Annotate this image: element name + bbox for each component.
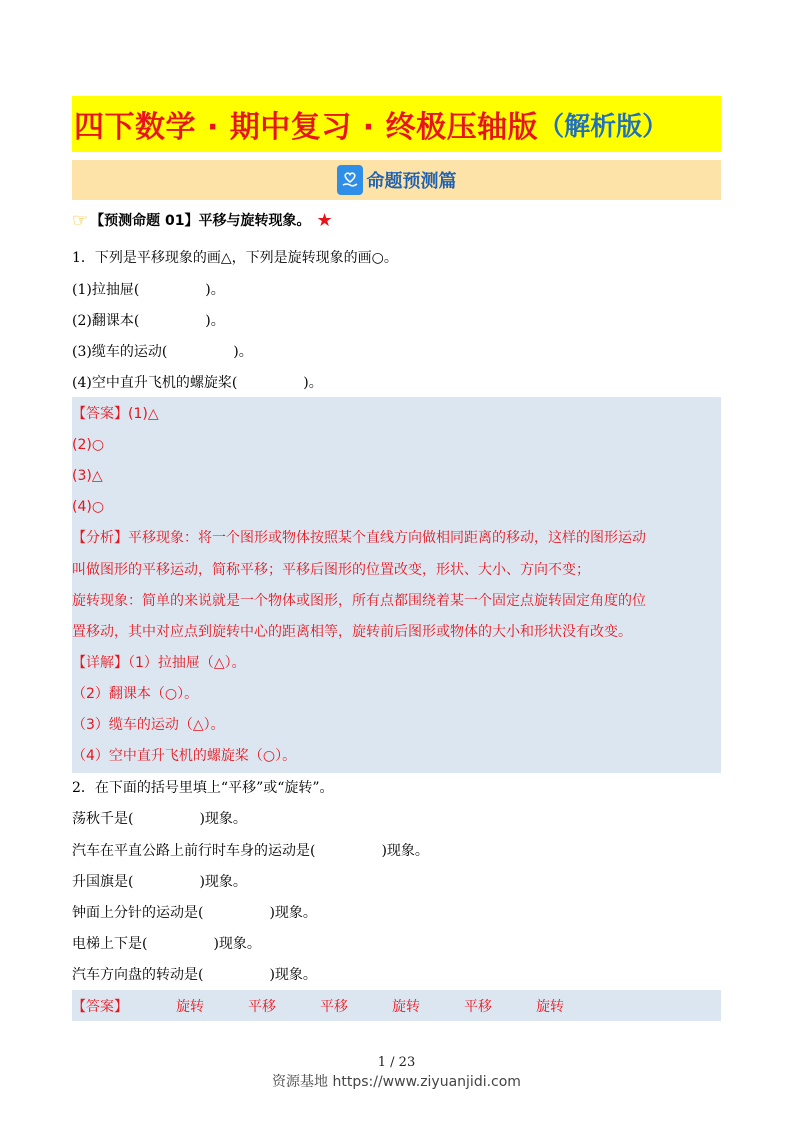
page-number: 1 / 23: [377, 1055, 416, 1070]
q2-item-text: )现象。: [213, 936, 261, 952]
q1-item-text: (2)翻课本(: [72, 313, 140, 329]
q1-analysis-line: 【分析】平移现象：将一个图形或物体按照某个直线方向做相同距离的移动，这样的图形运动: [72, 530, 646, 546]
q1-detail-line: （2）翻课本（○）。: [72, 686, 199, 702]
q1-item-text: )。: [233, 344, 253, 360]
q2-answer: 旋转: [176, 999, 204, 1015]
q1-item-1: [72, 280, 225, 300]
q2-answer: 旋转: [536, 999, 564, 1015]
q2-item-text: 荡秋千是(: [72, 811, 134, 827]
q2-item-text: 汽车在平直公路上前行时车身的运动是(: [72, 843, 316, 859]
q1-detail-line: （4）空中直升飞机的螺旋桨（○）。: [72, 748, 297, 764]
q2-answer-row: [72, 996, 608, 1016]
section-label: 命题预测篇: [366, 171, 457, 192]
q2-answer: 平移: [464, 999, 492, 1015]
q1-item-4: [72, 373, 323, 393]
page-subtitle: （解析版）: [538, 111, 669, 142]
pointing-hand-icon: ☞: [72, 209, 89, 231]
q2-item-5: [72, 934, 261, 954]
q2-item-6: [72, 965, 317, 985]
q2-item-text: 汽车方向盘的转动是(: [72, 967, 204, 983]
q2-item-text: 升国旗是(: [72, 874, 134, 890]
q2-item-4: [72, 903, 317, 923]
heart-hand-icon: [337, 165, 363, 195]
q1-item-text: (3)缆车的运动(: [72, 344, 168, 360]
q1-item-text: (4)空中直升飞机的螺旋桨(: [72, 375, 238, 391]
q1-answer-line: (2)○: [72, 437, 105, 453]
q2-item-text: 电梯上下是(: [72, 936, 148, 952]
topic-text: 【预测命题 01】平移与旋转现象。: [90, 213, 311, 229]
q1-analysis-line: 叫做图形的平移运动，简称平移；平移后图形的位置改变，形状、大小、方向不变；: [72, 562, 590, 578]
q2-answer: 平移: [320, 999, 348, 1015]
q1-item-text: (1)拉抽屉(: [72, 282, 140, 298]
q1-stem: 1．下列是平移现象的画△，下列是旋转现象的画○。: [72, 250, 398, 266]
q1-detail-line: （3）缆车的运动（△）。: [72, 717, 225, 733]
title-banner: [72, 96, 721, 152]
q2-item-text: )现象。: [199, 811, 247, 827]
page-title: 四下数学 · 期中复习 · 终极压轴版: [74, 110, 539, 145]
q2-item-text: )现象。: [269, 967, 317, 983]
q2-answer: 平移: [248, 999, 276, 1015]
q1-analysis-line: 置移动，其中对应点到旋转中心的距离相等，旋转前后图形或物体的大小和形状没有改变。: [72, 624, 632, 640]
q1-answer-line: 【答案】(1)△: [72, 406, 159, 422]
q1-answer-line: (3)△: [72, 468, 103, 484]
star-icon: ★: [316, 209, 333, 231]
q2-item-2: [72, 841, 429, 861]
q2-item-3: [72, 872, 247, 892]
q1-detail-line: 【详解】（1）拉抽屉（△）。: [72, 655, 246, 671]
section-banner: [72, 160, 721, 200]
q1-item-text: )。: [205, 282, 225, 298]
q1-analysis-line: 旋转现象：简单的来说就是一个物体或图形，所有点都围绕着某一个固定点旋转固定角度的位: [72, 593, 646, 609]
q2-answer: 旋转: [392, 999, 420, 1015]
q2-stem: 2．在下面的括号里填上“平移”或“旋转”。: [72, 780, 334, 796]
q2-item-text: )现象。: [381, 843, 429, 859]
q1-answer-line: (4)○: [72, 499, 105, 515]
topic-heading: [72, 208, 333, 232]
q1-item-2: [72, 311, 225, 331]
q2-answer-label: 【答案】: [72, 999, 128, 1015]
q2-item-text: )现象。: [269, 905, 317, 921]
q2-item-1: [72, 809, 247, 829]
q2-item-text: 钟面上分针的运动是(: [72, 905, 204, 921]
q1-item-text: )。: [205, 313, 225, 329]
q2-item-text: )现象。: [199, 874, 247, 890]
q1-item-text: )。: [303, 375, 323, 391]
footer-source[interactable]: 资源基地 https://www.ziyuanjidi.com: [272, 1074, 521, 1090]
q1-item-3: [72, 342, 253, 362]
